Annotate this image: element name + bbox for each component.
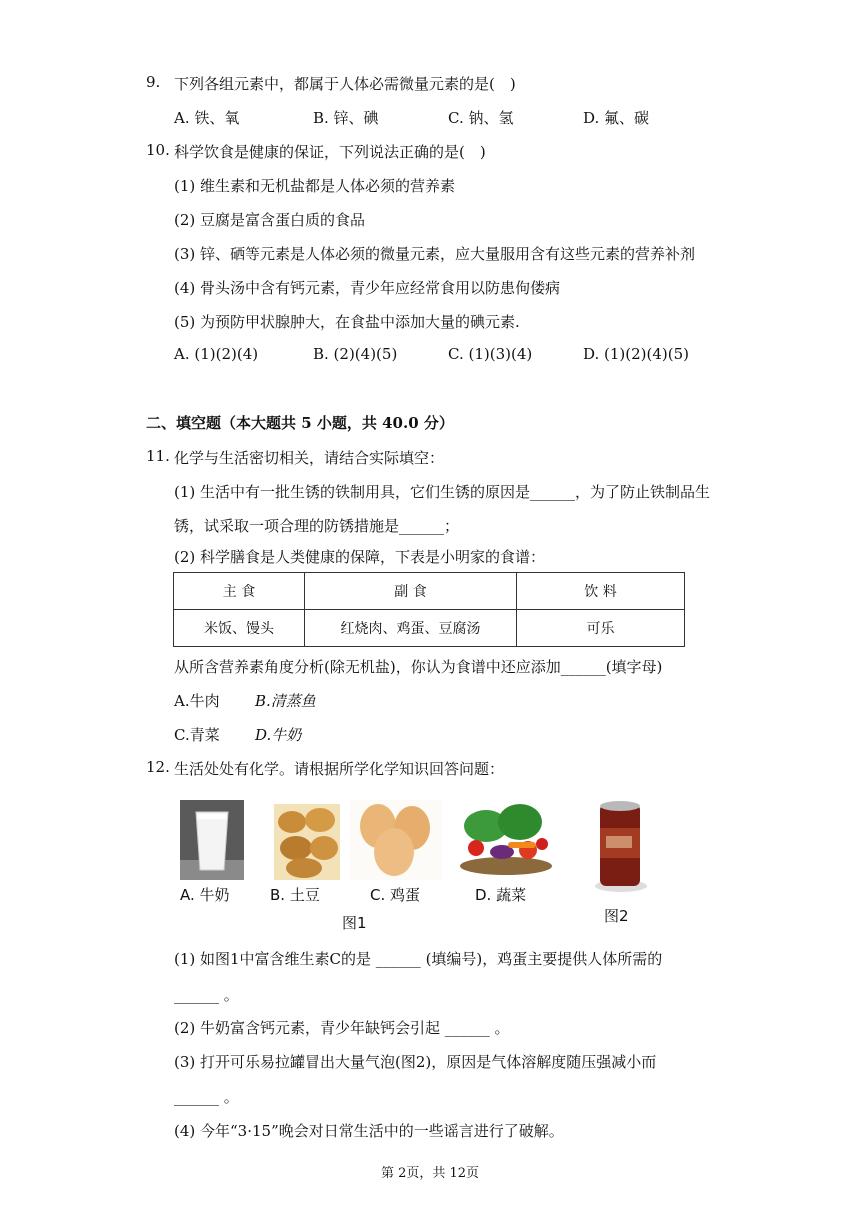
q10-option-a: A. (1)(2)(4) — [174, 345, 259, 363]
table-row — [174, 610, 685, 647]
q12-number: 12. — [146, 758, 170, 776]
potato-image — [274, 804, 340, 880]
q11-part3: 从所含营养素角度分析(除无机盐)，你认为食谱中还应添加______(填字母) — [174, 658, 663, 676]
q11-part2: (2) 科学膳食是人类健康的保障，下表是小明家的食谱： — [174, 548, 546, 566]
q11-number: 11. — [146, 447, 170, 465]
page-footer: 第 2页，共 12页 — [380, 1166, 480, 1181]
q12-part3-line1: (3) 打开可乐易拉罐冒出大量气泡(图2)，原因是气体溶解度随压强减小而 — [174, 1053, 657, 1071]
q10-item-1: (1) 维生素和无机盐都是人体必须的营养素 — [174, 177, 456, 195]
q12-part1-line2: ______ 。 — [174, 986, 239, 1004]
q12-part4: (4) 今年“3·15”晚会对日常生活中的一些谣言进行了破解。 — [174, 1122, 564, 1140]
q12-part3-line2: ______ 。 — [174, 1088, 239, 1106]
vegetables-image — [456, 796, 556, 876]
q11-option-d: D.牛奶 — [255, 726, 302, 744]
diet-table — [173, 572, 685, 647]
q11-part1-line2: 锈，试采取一项合理的防锈措施是______； — [174, 517, 460, 535]
q10-option-c: C. (1)(3)(4) — [448, 345, 533, 363]
section-heading: 二、填空题（本大题共 5 小题，共 40.0 分） — [146, 414, 454, 432]
q9-number: 9. — [146, 73, 161, 91]
q10-option-d: D. (1)(2)(4)(5) — [583, 345, 690, 363]
fig-caption-c: C. 鸡蛋 — [370, 886, 421, 904]
q10-item-2: (2) 豆腐是富含蛋白质的食品 — [174, 211, 366, 229]
q11-part1-line1: (1) 生活中有一批生锈的铁制用具，它们生锈的原因是______，为了防止铁制品生 — [174, 483, 711, 501]
table-header-cell: 主 食 — [174, 573, 305, 610]
q12-part1-line1: (1) 如图1中富含维生素C的是 ______ (填编号)，鸡蛋主要提供人体所需的 — [174, 950, 663, 968]
figure-1-label: 图1 — [342, 914, 367, 932]
q11-option-b: B.清蒸鱼 — [255, 692, 316, 710]
q9-option-b: B. 锌、碘 — [313, 109, 379, 127]
q10-stem: 科学饮食是健康的保证，下列说法正确的是( ) — [174, 143, 486, 161]
q9-option-d: D. 氟、碳 — [583, 109, 650, 127]
q11-stem: 化学与生活密切相关，请结合实际填空： — [174, 449, 445, 467]
q12-stem: 生活处处有化学。请根据所学化学知识回答问题： — [174, 760, 505, 778]
q10-item-3: (3) 锌、硒等元素是人体必须的微量元素，应大量服用含有这些元素的营养补剂 — [174, 245, 696, 263]
q10-item-4: (4) 骨头汤中含有钙元素，青少年应经常食用以防患佝偻病 — [174, 279, 561, 297]
figure-2-label: 图2 — [604, 907, 629, 925]
q10-number: 10. — [146, 141, 170, 159]
table-cell: 米饭、馒头 — [174, 610, 305, 647]
fig-caption-b: B. 土豆 — [270, 886, 320, 904]
q10-item-5: (5) 为预防甲状腺肿大，在食盐中添加大量的碘元素. — [174, 313, 520, 331]
q9-option-a: A. 铁、氧 — [174, 109, 240, 127]
milk-glass-image — [180, 800, 244, 880]
table-cell: 红烧肉、鸡蛋、豆腐汤 — [305, 610, 517, 647]
q10-option-b: B. (2)(4)(5) — [313, 345, 398, 363]
fig-caption-d: D. 蔬菜 — [475, 886, 527, 904]
fig-caption-a: A. 牛奶 — [180, 886, 230, 904]
q11-option-a: A.牛肉 — [174, 692, 220, 710]
table-header-cell: 副 食 — [305, 573, 517, 610]
q9-stem: 下列各组元素中，都属于人体必需微量元素的是( ) — [174, 75, 516, 93]
table-header-cell: 饮 料 — [517, 573, 685, 610]
eggs-image — [350, 800, 442, 880]
q11-option-c: C.青菜 — [174, 726, 220, 744]
table-header-row — [174, 573, 685, 610]
q9-option-c: C. 钠、氢 — [448, 109, 514, 127]
table-cell: 可乐 — [517, 610, 685, 647]
q12-part2: (2) 牛奶富含钙元素，青少年缺钙会引起 ______ 。 — [174, 1019, 510, 1037]
cola-can-image — [588, 798, 654, 894]
